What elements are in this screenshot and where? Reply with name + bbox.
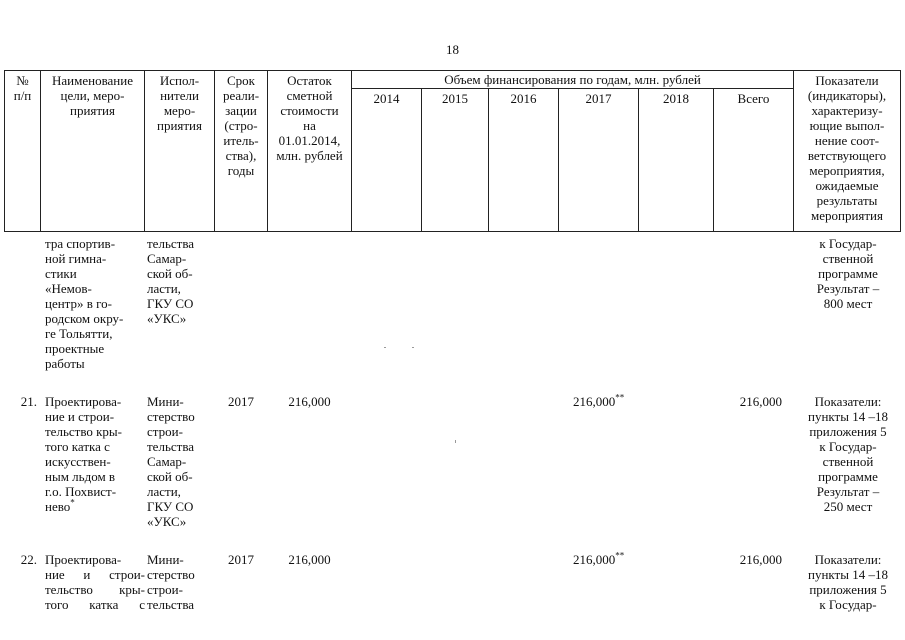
scan-speck [455,440,456,443]
row-num: 22. [20,552,37,567]
row-2017-value: 216,000 [573,552,616,567]
header-year-2018: 2018 [663,91,689,106]
row-name-text: Проектирова- ние и строи- тельство кры- того катка с искусствен- ным льдом в г.о. Похвист- нево [45,394,122,514]
header-year-2015: 2015 [442,91,468,106]
page-number: 18 [446,42,459,57]
header-executors: Испол- нители меро- приятия [156,73,202,133]
row-name [45,394,145,514]
header-balance: Остаток сметной стоимости на 01.01.2014, млн. рублей [276,73,343,163]
row-indicators: Показатели: пункты 14 –18 приложения 5 к Государ- ственной программе Результат – 250 мест [808,394,888,514]
row-num: 21. [20,394,37,409]
row-indicators: Показатели: пункты 14 –18 приложения 5 к Государ- [808,552,888,612]
row-balance: 216,000 [288,552,331,567]
header-num: № п/п [13,73,32,103]
header-indicators: Показатели (индикаторы), характеризу- ющие выпол- нение соот- ветствующего мероприятия, ожидаемые результаты мероприятия [807,73,887,223]
header-year-2017: 2017 [585,91,612,106]
footnote-mark: ** [615,392,625,403]
row-balance: 216,000 [288,394,331,409]
row-2017 [573,552,643,567]
row-2017-value: 216,000 [573,394,616,409]
table-header [0,70,905,232]
scan-speck [412,347,414,348]
row-indicators: к Государ- ственной программе Результат – 800 мест [816,236,880,311]
header-name: Наименование цели, меро- приятия [52,73,133,118]
row-total: 216,000 [739,552,782,567]
scan-speck [384,347,386,348]
row-executors: тельства Самар- ской об- ласти, ГКУ СО «УКС» [147,236,195,326]
row-total: 216,000 [739,394,782,409]
row-name: Проектирова- ние и строи- тельство кры- того катка с [45,552,145,612]
header-term: Срок реали- зации (стро- итель- ства), годы [222,73,260,178]
footnote-mark: ** [615,550,625,561]
row-term: 2017 [228,394,254,409]
footnote-mark: * [70,497,75,508]
header-total: Всего [737,91,770,106]
row-name: тра спортив- ной гимна- стики «Немов- центр» в го- родском окру- ге Тольятти, проектные работы [45,236,124,371]
row-executors: Мини- стерство строи- тельства [147,552,195,612]
header-year-2016: 2016 [510,91,537,106]
row-executors: Мини- стерство строи- тельства Самар- ской об- ласти, ГКУ СО «УКС» [147,394,195,529]
header-funding-group: Объем финансирования по годам, млн. рублей [444,72,701,87]
header-year-2014: 2014 [373,91,400,106]
row-2017 [573,394,643,409]
row-term: 2017 [228,552,254,567]
